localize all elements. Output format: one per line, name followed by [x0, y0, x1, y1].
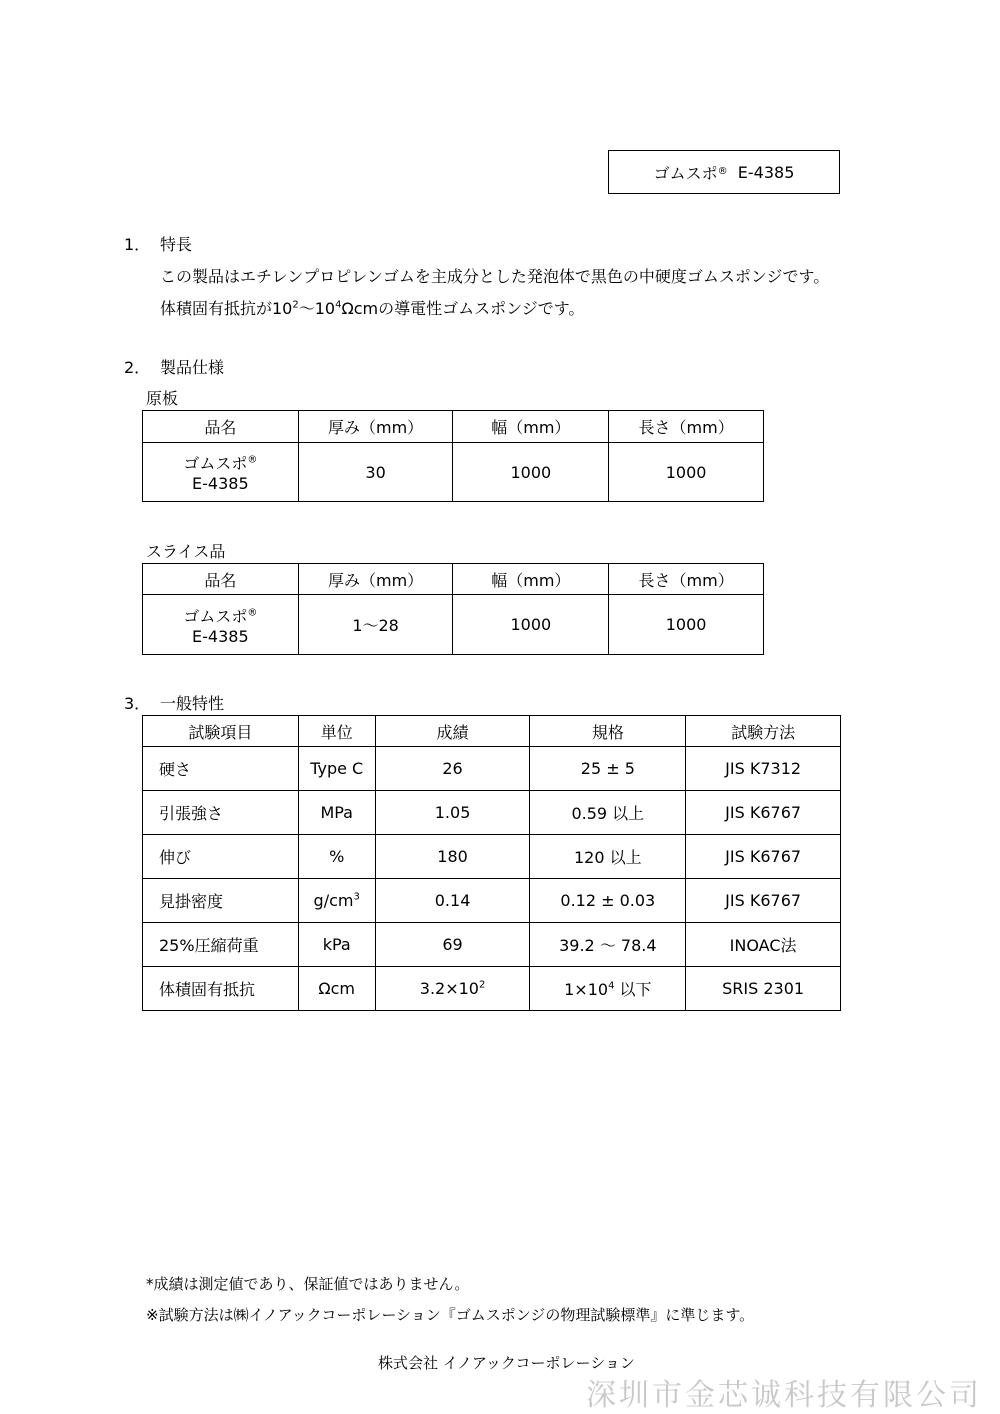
table-row: [143, 747, 841, 791]
header-thickness: 厚み（mm）: [298, 564, 453, 595]
section2-title: 製品仕様: [160, 358, 225, 377]
cell-item: 硬さ: [143, 747, 299, 791]
cell-spec: 0.12 ± 0.03: [530, 879, 686, 923]
section1-number: 1．: [124, 235, 151, 254]
header-test-item: 試験項目: [143, 716, 299, 747]
cell-result: 180: [375, 835, 530, 879]
section1-heading: [124, 232, 192, 255]
watermark-text: 深圳市金芯诚科技有限公司: [586, 1378, 982, 1413]
cell-thickness: 30: [298, 443, 453, 502]
cell-spec: 39.2 ～ 78.4: [530, 923, 686, 967]
header-name: 品名: [143, 411, 299, 443]
cell-unit: kPa: [298, 923, 375, 967]
table-header-row: [143, 411, 764, 443]
raw-sheet-table: [142, 410, 764, 502]
feature-line-2: 体積固有抵抗が$10^2\sim 10^4\Omega cm$の導電性ゴムスポンジです。: [160, 299, 585, 318]
cell-unit: MPa: [298, 791, 375, 835]
cell-item: 伸び: [143, 835, 299, 879]
cell-result: 1.05: [375, 791, 530, 835]
table2-caption: スライス品: [146, 542, 226, 561]
cell-item: 25%圧縮荷重: [143, 923, 299, 967]
table-row: [143, 835, 841, 879]
table-row: [143, 791, 841, 835]
cell-product-name: ゴムスポ® E-4385: [143, 595, 299, 655]
section3-heading: [124, 691, 224, 714]
header-spec: 規格: [530, 716, 686, 747]
cell-unit: %: [298, 835, 375, 879]
slice-table: [142, 563, 764, 655]
header-length: 長さ（mm）: [609, 411, 764, 443]
table-row: [143, 879, 841, 923]
section2-number: 2．: [124, 358, 151, 377]
properties-table: [142, 715, 841, 1011]
cell-spec: 120 以上: [530, 835, 686, 879]
cell-spec: $1\times 10^4$ 以下: [530, 967, 686, 1011]
cell-method: JIS K6767: [686, 791, 841, 835]
cell-method: JIS K6767: [686, 835, 841, 879]
cell-item: 体積固有抵抗: [143, 967, 299, 1011]
cell-unit: Ωcm: [298, 967, 375, 1011]
section3-number: 3．: [124, 694, 151, 713]
cell-spec: 0.59 以上: [530, 791, 686, 835]
table1-caption: 原板: [146, 389, 179, 408]
header-length: 長さ（mm）: [609, 564, 764, 595]
cell-method: JIS K7312: [686, 747, 841, 791]
feature-line-1: この製品はエチレンプロピレンゴムを主成分とした発泡体で黒色の中硬度ゴムスポンジです。: [160, 267, 830, 286]
header-result: 成績: [375, 716, 530, 747]
cell-method: JIS K6767: [686, 879, 841, 923]
table-row: [143, 595, 764, 655]
cell-method: SRIS 2301: [686, 967, 841, 1011]
cell-result: $3.2\times 10^2$: [375, 967, 530, 1011]
cell-result: 69: [375, 923, 530, 967]
cell-width: 1000: [453, 595, 609, 655]
header-width: 幅（mm）: [453, 564, 609, 595]
cell-result: 26: [375, 747, 530, 791]
header-thickness: 厚み（mm）: [298, 411, 453, 443]
cell-width: 1000: [453, 443, 609, 502]
section1-title: 特長: [160, 235, 193, 254]
table-header-row: [143, 716, 841, 747]
table-header-row: [143, 564, 764, 595]
note-measured-values: *成績は測定値であり、保証値ではありません。: [146, 1275, 470, 1293]
product-name-box: ゴムスポ ® E-4385: [608, 150, 840, 194]
header-method: 試験方法: [686, 716, 841, 747]
cell-product-name: ゴムスポ® E-4385: [143, 443, 299, 502]
section3-title: 一般特性: [160, 694, 225, 713]
note-test-method: ※試験方法は㈱イノアックコーポレーション『ゴムスポンジの物理試験標準』に準じます。: [146, 1306, 755, 1324]
section2-heading: [124, 355, 224, 378]
cell-thickness: 1～28: [298, 595, 453, 655]
cell-item: 引張強さ: [143, 791, 299, 835]
header-name: 品名: [143, 564, 299, 595]
cell-spec: 25 ± 5: [530, 747, 686, 791]
company-name: 株式会社 イノアックコーポレーション: [378, 1354, 635, 1372]
table-row: [143, 967, 841, 1011]
table-row: [143, 443, 764, 502]
header-width: 幅（mm）: [453, 411, 609, 443]
cell-result: 0.14: [375, 879, 530, 923]
cell-length: 1000: [609, 443, 764, 502]
header-unit: 単位: [298, 716, 375, 747]
cell-unit: $g/cm^3$: [298, 879, 375, 923]
table-row: [143, 923, 841, 967]
cell-item: 見掛密度: [143, 879, 299, 923]
product-name: ゴムスポ: [653, 163, 718, 183]
cell-unit: Type C: [298, 747, 375, 791]
cell-length: 1000: [609, 595, 764, 655]
cell-method: INOAC法: [686, 923, 841, 967]
product-code: E-4385: [737, 162, 795, 182]
